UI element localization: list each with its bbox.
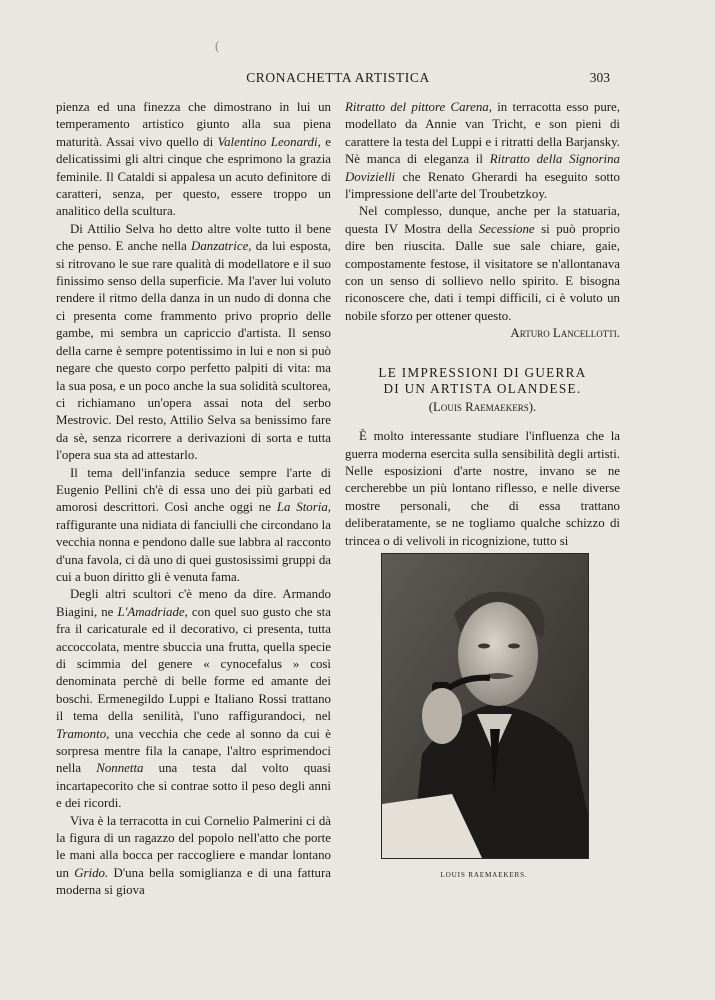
artwork-title: Danzatrice,: [191, 239, 252, 254]
text-run: da lui esposta, si ritrovano le sue rare qualità di modellatore e il suo finissimo senso della superficie. Ma l'aver lui voluto rendere il ritmo della danza in un nudo di donna che ci presenta come frammento privo proprio delle gambe, mi sembra un capriccio d'artista. Il senso della carne è sempre potentissimo in lui e non si può negare che questo corpo perfetto palpiti di vita: ma la sua posa, e un poco anche la sua solidità scultorea, ci richiamano un'opera assai nota del serbo Mestrovic. Del resto, Attilio Selva sa benissimo fare da sè, senza ricorrere a derivazioni di sorta e tutta l'opera sua sta ad attestarlo.: [56, 239, 331, 463]
artwork-title: Ritratto della Signorina Dovizielli: [345, 152, 620, 184]
paragraph: [56, 465, 331, 587]
text-run: D'una bella somiglianza e di una fattura moderna si giova: [56, 865, 331, 898]
pencil-mark: (: [215, 38, 220, 53]
section-title-line: LE IMPRESSIONI DI GUERRA: [378, 364, 587, 380]
text-run: Degli altri scultori c'è meno da dire. Armando Biagini, ne: [56, 587, 331, 619]
paragraph: [345, 428, 620, 550]
text-run: Il tema dell'infanzia seduce sempre l'arte di Eugenio Pellini ch'è di essa uno dei più garbati ed amorosi descrittori. Così anche oggi ne: [56, 465, 331, 515]
running-header: CRONACHETTA ARTISTICA: [246, 70, 430, 85]
artwork-title: Tramonto,: [56, 726, 110, 741]
text-run: Viva è la terracotta in cui Cornelio Palmerini ci dà la figura di un ragazzo del popolo nell'atto che porte le mani alla bocca per raccogliere e mandar lontano un: [56, 813, 331, 880]
text-run: che Renato Gherardi ha eseguito sotto l'impressione dell'arte del Troubetzkoy.: [345, 169, 620, 202]
text-run: È molto interessante studiare l'influenza che la guerra moderna esercita sulla sensibilità degli artisti. Nelle esposizioni d'arte nostre, invano se ne cercherebbe un più lontano riflesso, e nelle diverse mostre personali, che di essa trattano deliberatamente, se ne togliamo qualche schizzo di trincea o di velivoli in ricognizione, tutto si: [345, 429, 620, 548]
artwork-title: Valentino Leonardi,: [217, 134, 321, 149]
text-run: si può proprio dire ben riuscita. Dalle sue sale chiare, gaie, compostamente festose, il visitatore se n'allontanava con un senso di sollievo nello spirito. E bisogna riconoscere che, dati i tempi difficili, ci è voluto un nobile sforzo per ottener questo.: [345, 221, 620, 323]
author-signature: Arturo Lancellotti.: [510, 326, 620, 341]
section-author: (Louis Raemaekers).: [428, 399, 537, 414]
text-run: pienza ed una finezza che dimostrano in lui un temperamento artistico giunto alla sua piena maturità. Assai vivo quello di: [56, 100, 331, 149]
right-column: [345, 99, 620, 550]
text-run: Nel complesso, dunque, anche per la statuaria, questa IV Mostra della: [345, 204, 620, 236]
artwork-title: La Storia,: [276, 500, 331, 515]
artwork-title: Nonnetta: [96, 761, 144, 776]
paragraph: [345, 99, 620, 203]
page-number: 303: [589, 70, 610, 85]
exhibition-name: Secessione: [478, 221, 535, 236]
section-title-line: DI UN ARTISTA OLANDESE.: [383, 380, 582, 396]
text-run: raffigurante una nidiata di fanciulli che circondano la vecchia nonna e pendono dalle sue labbra al racconto d'una favola, ci dà uno di quei gustosissimi gruppi da cui a buon diritto gli è venuta fama.: [56, 517, 331, 584]
text-run: una vecchia che cede al sonno da cui è sorpresa mentre fila la canape, l'altro esprimendoci nella: [56, 726, 331, 776]
paragraph: [56, 586, 331, 812]
paragraph: [56, 99, 331, 221]
section-heading: [345, 365, 620, 416]
left-column: [56, 99, 331, 900]
portrait-photo-icon: [382, 554, 588, 858]
text-run: con quel suo gusto che sta fra il caricaturale ed il decorativo, ci presenta, tutta accoccolata, mentre sbuccia una frutta, quella specie di scimmia del genere « cynocefalus » così denominata perchè di belle forme ed amante dei boschi. Ermenegildo Luppi e Italiano Rossi trattano il tema della senilità, l'uno raffigurandoci, nel: [56, 604, 331, 724]
artwork-title: Grido.: [74, 865, 109, 880]
portrait-photo: [381, 553, 589, 859]
figure-caption: LOUIS RAEMAEKERS.: [440, 871, 528, 879]
text-run: e delicatissimi gli altri cinque che esprimono la grazia feminile. Il Cataldi si appalesa un acuto definitore di caratteri, senza, per questo, essere troppo un analitico della scultura.: [56, 134, 332, 219]
text-run: Di Attilio Selva ho detto altre volte tutto il bene che penso. E anche nella: [56, 221, 331, 254]
paragraph: [56, 813, 331, 900]
paragraph: [345, 203, 620, 325]
text-run: una testa dal volto quasi incartapecorito che si contrae sotto il peso degli anni e dei ricordi.: [56, 761, 331, 811]
artwork-title: Ritratto del pittore Carena,: [345, 100, 492, 114]
text-run: in terracotta esso pure, modellato da Annie van Tricht, e son pieni di carattere la testa del Luppi e i ritratti della Barjansky. Nè manca di eleganza il: [345, 100, 621, 167]
paragraph: [56, 221, 331, 465]
artwork-title: L'Amadriade,: [117, 604, 188, 619]
